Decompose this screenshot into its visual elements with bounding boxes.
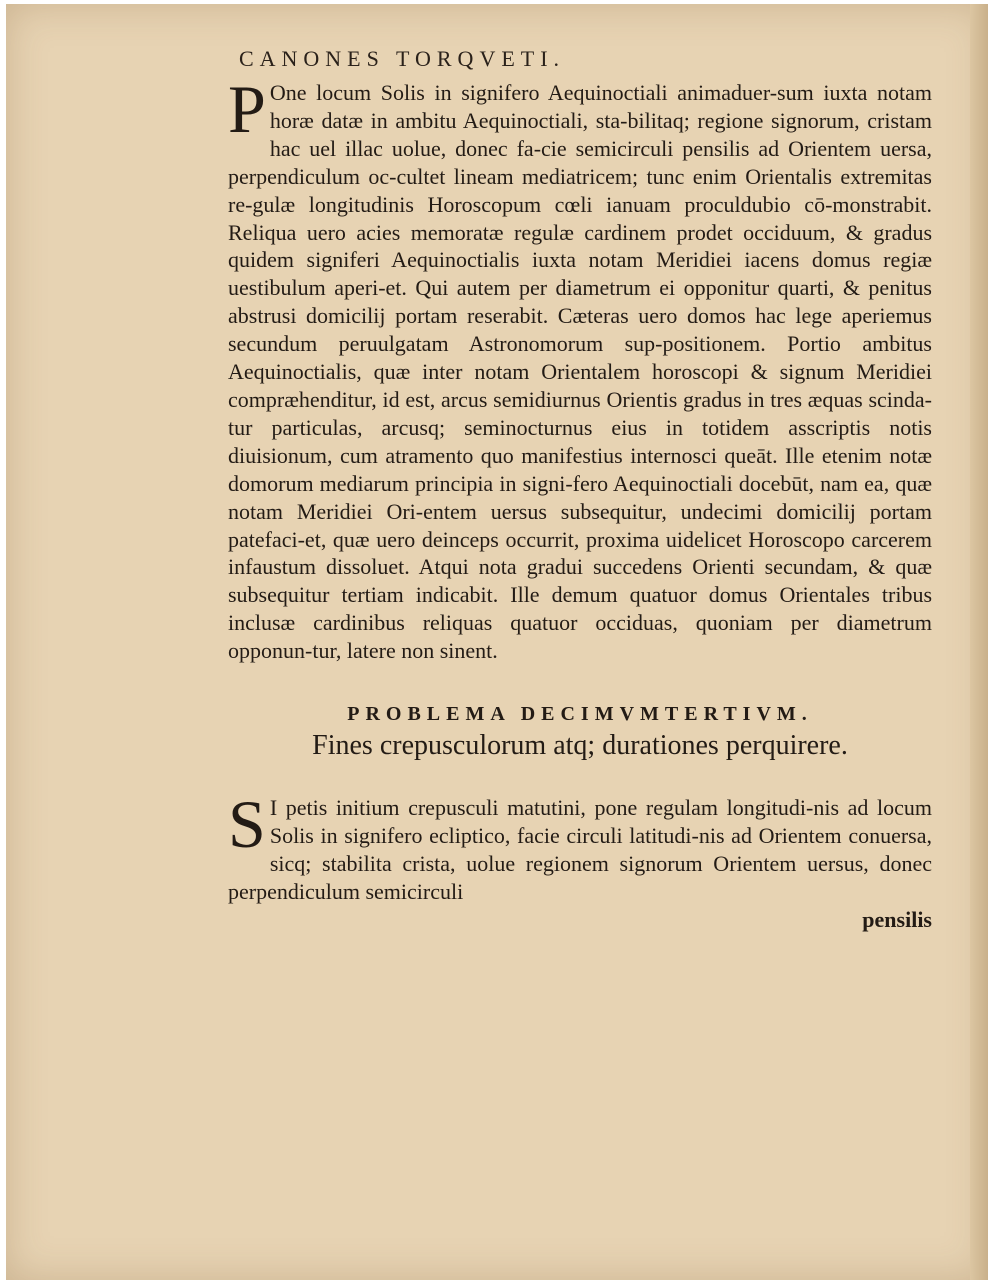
book-page (6, 4, 988, 1280)
paragraph-1 (228, 71, 932, 665)
dropcap-s: S (228, 786, 266, 863)
paragraph-1-text: One locum Solis in signifero Aequinoctiali animaduer-sum iuxta notam horæ datæ in ambitu Aequinoctiali, sta-bilitaq; regione signorum, cristam hac uel illac uolue, donec fa-cie semicirculi pensilis ad Orientem uersa, perpendiculum oc-cultet lineam mediatricem; tunc enim Orientalis extremitas re-gulæ longitudinis Horoscopum cœli ianuam proculdubio cō-monstrabit. Reliqua uero acies memoratæ regulæ cardinem prodet occiduum, & gradus quidem signiferi Aequinoctialis iuxta notam Meridiei iacens domus regiæ uestibulum aperi-et. Qui autem per diametrum ei opponitur quarti, & penitus abstrusi domicilij portam reserabit. Cæteras uero domos hac lege aperiemus secundum peruulgatam Astronomorum sup-positionem. Portio ambitus Aequinoctialis, quæ inter notam Orientalem horoscopi & signum Meridiei compræhenditur, id est, arcus semidiurnus Orientis gradus in tres æquas scinda-tur particulas, arcusq; seminocturnus eius in totidem asscriptis notis diuisionum, cum atramento quo manifestius internosci queāt. Ille etenim notæ domorum mediarum principia in signi-fero Aequinoctiali docebūt, nam ea, quæ notam Meridiei Ori-entem uersus subsequitur, undecimi domicilij portam patefaci-et, quæ uero deinceps occurrit, proxima uidelicet Horoscopo carcerem infaustum dissoluet. Atqui nota gradui succedens Orienti secundam, & quæ subsequitur tertiam indicabit. Ille demum quatuor domus Orientales tribus inclusæ cardinibus reliquas quatuor occiduas, quoniam per diametrum opponun-tur, latere non sinent. (228, 80, 932, 664)
running-head: CANONES TORQVETI. (238, 46, 566, 71)
paragraph-2-text: I petis initium crepusculi matutini, pone regulam longitudi-nis ad locum Solis in signifero ecliptico, facie circuli latitudi-nis ad Orientem conuersa, sicq; stabilita crista, uolue regionem signorum Orientem uersus, donec perpendiculum semicirculi (228, 795, 932, 904)
paragraph-2 (228, 786, 932, 906)
problem-subtitle: Fines crepusculorum atq; durationes perquirere. (312, 730, 848, 762)
dropcap-p: P (228, 71, 266, 147)
catchword: pensilis (862, 906, 932, 932)
page-edge (970, 4, 988, 1280)
text-block (228, 71, 932, 934)
problem-title: PROBLEMA DECIMVMTERTIVM. (347, 703, 813, 726)
